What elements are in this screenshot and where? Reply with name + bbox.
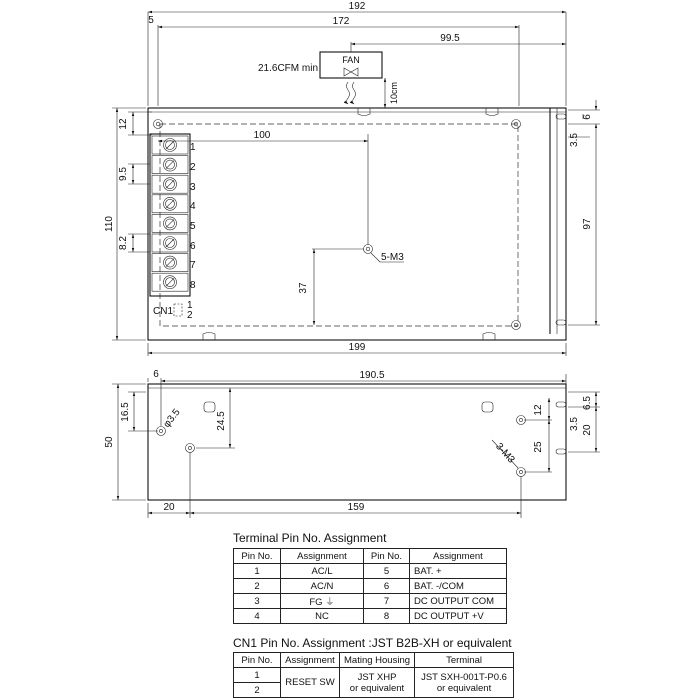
header-pin-no: Pin No. (234, 549, 281, 564)
table-row (234, 564, 507, 579)
side-dim-12: 12 (533, 404, 544, 416)
terminal-number-5: 5 (190, 221, 196, 232)
cn1-assignment: RESET SW (281, 668, 340, 698)
dim-5: 5 (148, 15, 154, 26)
terminal-screw-6 (152, 234, 188, 252)
side-dim-25: 25 (533, 441, 544, 453)
pin-no: 6 (364, 579, 410, 594)
pin-no: 8 (364, 609, 410, 624)
side-dim-20: 20 (163, 502, 175, 513)
terminal-screw-2 (152, 156, 188, 174)
dim-99-5: 99.5 (440, 33, 460, 44)
dim-37: 37 (298, 282, 309, 294)
cn1-connector (174, 304, 182, 316)
terminal-table-title: Terminal Pin No. Assignment (233, 531, 387, 545)
cn1-table-header (234, 653, 514, 668)
assignment: DC OUTPUT COM (410, 594, 507, 609)
cn1-pin-no: 2 (234, 683, 281, 698)
terminal-number-3: 3 (190, 182, 196, 193)
terminal-screw-5 (152, 214, 188, 232)
table-row (234, 579, 507, 594)
cn1-header-terminal: Terminal (415, 653, 514, 668)
terminal-number-1: 1 (190, 142, 196, 153)
dim-6-top: 6 (582, 114, 593, 120)
pin-no: 5 (364, 564, 410, 579)
assignment: DC OUTPUT +V (410, 609, 507, 624)
top-mount-holes (154, 120, 521, 330)
pin-no: 7 (364, 594, 410, 609)
table-row (234, 594, 507, 609)
cn1-header-pin-no: Pin No. (234, 653, 281, 668)
side-dim-16-5: 16.5 (120, 402, 131, 422)
side-dim-50: 50 (104, 436, 115, 448)
side-dim-3-5: 3.5 (569, 417, 580, 431)
side-dim-phi: φ3.5 (161, 407, 183, 430)
dim-110: 110 (104, 216, 115, 232)
header-assignment-2: Assignment (410, 549, 507, 564)
dim-172: 172 (332, 16, 350, 27)
terminal-screw-8 (152, 273, 188, 291)
side-dim-24-5: 24.5 (216, 411, 227, 431)
side-dim-190-5: 190.5 (359, 370, 385, 381)
terminal-table-header (234, 549, 507, 564)
cn1-table-title: CN1 Pin No. Assignment :JST B2B-XH or equivalent (233, 636, 512, 650)
terminal-screw-7 (152, 254, 188, 272)
terminal-screw-4 (152, 195, 188, 213)
side-dim-159: 159 (347, 502, 365, 513)
fan-icon (344, 68, 358, 76)
mount-label-5m3: 5-M3 (381, 252, 404, 263)
assignment: FG ⏚ (281, 594, 364, 609)
table-row (234, 609, 507, 624)
cn1-terminal (415, 668, 514, 698)
fan-label: FAN (342, 55, 360, 65)
dim-192: 192 (348, 1, 366, 12)
dim-12-top: 12 (118, 118, 129, 130)
header-pin-no-2: Pin No. (364, 549, 410, 564)
terminal-number-2: 2 (190, 162, 196, 173)
airflow-arrows-icon (347, 82, 356, 104)
top-view (104, 1, 600, 356)
header-assignment: Assignment (281, 549, 364, 564)
side-dim-6-5: 6.5 (582, 396, 593, 410)
terminal-screw-3 (152, 175, 188, 193)
side-dim-20-right: 20 (582, 424, 593, 436)
cn1-terminal-line-1: JST SXH-001T-P0.6 (421, 671, 507, 683)
terminal-number-4: 4 (190, 201, 196, 212)
terminal-number-8: 8 (190, 280, 196, 291)
assignment: AC/L (281, 564, 364, 579)
pin-no: 3 (234, 594, 281, 609)
table-row (234, 668, 514, 683)
top-view-body (148, 108, 566, 340)
assignment: BAT. -/COM (410, 579, 507, 594)
assignment: NC (281, 609, 364, 624)
cn1-header-assignment: Assignment (281, 653, 340, 668)
cn1-terminal-line-2: or equivalent (436, 682, 492, 694)
cn1-housing-line-2: or equivalent (349, 682, 405, 694)
dim-10cm: 10cm (389, 81, 399, 105)
pin-no: 1 (234, 564, 281, 579)
dim-3-5-top: 3.5 (569, 133, 580, 147)
cn1-pin-2: 2 (187, 310, 193, 321)
dim-8-2: 8.2 (118, 236, 129, 250)
side-view (104, 369, 600, 518)
dim-97: 97 (582, 218, 593, 230)
cn1-pin-no: 1 (234, 668, 281, 683)
terminal-number-7: 7 (190, 260, 196, 271)
cn1-label: CN1 (153, 306, 174, 317)
terminal-screw-1 (152, 136, 188, 154)
dim-199: 199 (348, 342, 366, 353)
dim-100: 100 (253, 130, 271, 141)
cn1-pin-1: 1 (187, 300, 193, 311)
cn1-header-housing: Mating Housing (340, 653, 415, 668)
cn1-table (233, 652, 514, 698)
assignment: AC/N (281, 579, 364, 594)
cn1-housing (340, 668, 415, 698)
side-mount-label-3m3: 3-M3 (493, 441, 517, 466)
assignment: BAT. + (410, 564, 507, 579)
terminal-number-6: 6 (190, 241, 196, 252)
terminal-block (150, 134, 190, 296)
dim-9-5: 9.5 (118, 167, 129, 181)
side-mount-holes (157, 416, 526, 477)
terminal-table (233, 548, 507, 624)
pin-no: 4 (234, 609, 281, 624)
airflow-label: 21.6CFM min (258, 63, 319, 74)
pin-no: 2 (234, 579, 281, 594)
side-dim-6: 6 (153, 369, 159, 380)
cn1-housing-line-1: JST XHP (357, 671, 397, 683)
